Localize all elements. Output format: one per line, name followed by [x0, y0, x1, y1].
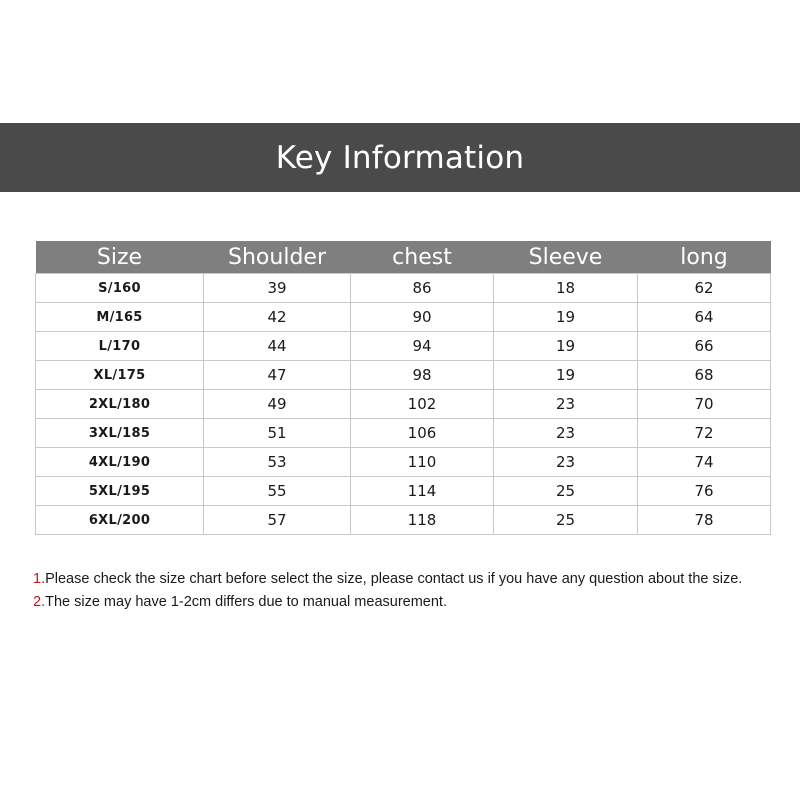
shoulder-cell: 49: [204, 390, 351, 419]
note-text: Please check the size chart before select the size, please contact us if you have any question about the size.: [45, 571, 743, 587]
note-number: 1.: [33, 571, 46, 587]
chest-cell: 102: [351, 390, 494, 419]
chest-cell: 86: [351, 274, 494, 303]
table-row: [36, 506, 771, 535]
long-cell: 70: [638, 390, 771, 419]
page-title: Key Information: [275, 139, 525, 176]
long-cell: 64: [638, 303, 771, 332]
long-cell: 62: [638, 274, 771, 303]
sleeve-cell: 23: [494, 419, 638, 448]
shoulder-cell: 51: [204, 419, 351, 448]
note-line: [33, 591, 798, 614]
chest-cell: 90: [351, 303, 494, 332]
note-text: The size may have 1-2cm differs due to manual measurement.: [45, 594, 447, 610]
size-cell: 2XL/180: [36, 390, 204, 419]
chest-cell: 98: [351, 361, 494, 390]
size-cell: 5XL/195: [36, 477, 204, 506]
table-row: [36, 477, 771, 506]
size-chart-table: [35, 241, 771, 535]
size-cell: S/160: [36, 274, 204, 303]
header-long: long: [638, 241, 771, 274]
header-size: Size: [36, 241, 204, 274]
long-cell: 72: [638, 419, 771, 448]
sleeve-cell: 18: [494, 274, 638, 303]
chest-cell: 106: [351, 419, 494, 448]
chest-cell: 94: [351, 332, 494, 361]
notes-section: [33, 568, 798, 614]
table-header-row: [36, 241, 771, 274]
table-row: [36, 303, 771, 332]
chest-cell: 118: [351, 506, 494, 535]
chest-cell: 114: [351, 477, 494, 506]
table-row: [36, 361, 771, 390]
size-cell: 3XL/185: [36, 419, 204, 448]
note-line: [33, 568, 798, 591]
shoulder-cell: 55: [204, 477, 351, 506]
header-chest: chest: [351, 241, 494, 274]
sleeve-cell: 19: [494, 332, 638, 361]
sleeve-cell: 25: [494, 506, 638, 535]
sleeve-cell: 23: [494, 390, 638, 419]
sleeve-cell: 19: [494, 303, 638, 332]
sleeve-cell: 25: [494, 477, 638, 506]
size-cell: L/170: [36, 332, 204, 361]
table-row: [36, 274, 771, 303]
sleeve-cell: 19: [494, 361, 638, 390]
long-cell: 66: [638, 332, 771, 361]
long-cell: 78: [638, 506, 771, 535]
table-row: [36, 448, 771, 477]
shoulder-cell: 42: [204, 303, 351, 332]
size-cell: 6XL/200: [36, 506, 204, 535]
size-cell: XL/175: [36, 361, 204, 390]
table-row: [36, 419, 771, 448]
shoulder-cell: 53: [204, 448, 351, 477]
table-row: [36, 390, 771, 419]
shoulder-cell: 39: [204, 274, 351, 303]
header-sleeve: Sleeve: [494, 241, 638, 274]
sleeve-cell: 23: [494, 448, 638, 477]
size-cell: 4XL/190: [36, 448, 204, 477]
shoulder-cell: 44: [204, 332, 351, 361]
table-row: [36, 332, 771, 361]
shoulder-cell: 47: [204, 361, 351, 390]
note-number: 2.: [33, 594, 46, 610]
header-shoulder: Shoulder: [204, 241, 351, 274]
size-cell: M/165: [36, 303, 204, 332]
long-cell: 74: [638, 448, 771, 477]
long-cell: 76: [638, 477, 771, 506]
chest-cell: 110: [351, 448, 494, 477]
title-banner: [0, 123, 800, 192]
shoulder-cell: 57: [204, 506, 351, 535]
long-cell: 68: [638, 361, 771, 390]
